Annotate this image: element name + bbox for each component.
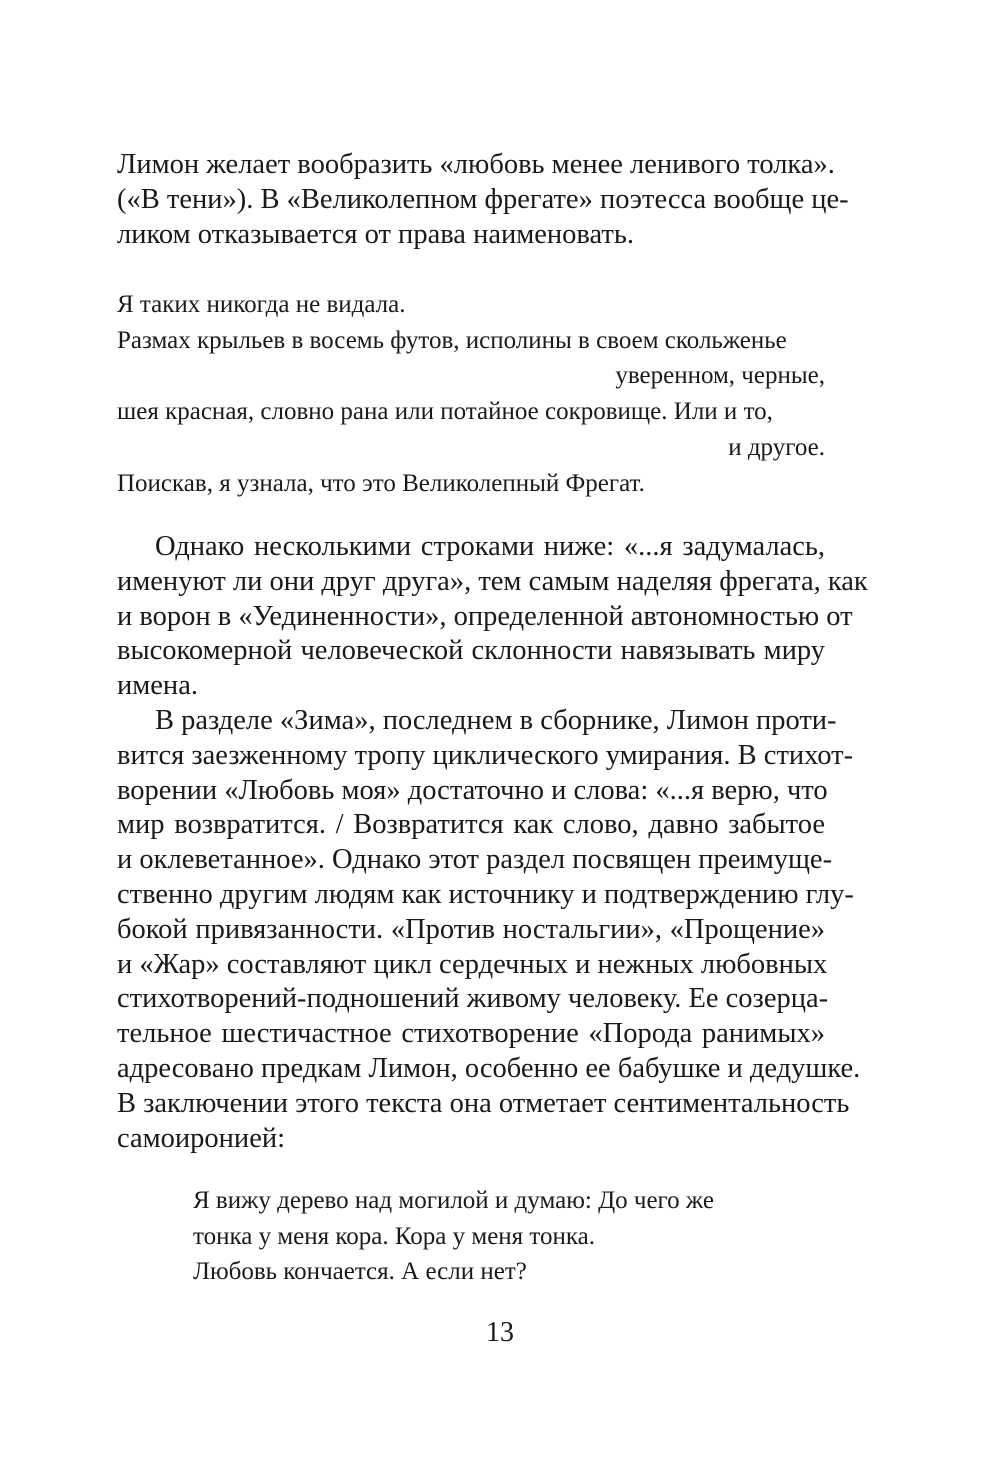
- verse-line: Поискав, я узнала, что это Великолепный Фрегат.: [117, 469, 645, 497]
- poem-quote-frigate: [117, 287, 825, 501]
- text-line: («В тени»). В «Великолепном фрегате» поэтесса вообще це-: [117, 183, 849, 215]
- text-line: бокой привязанности. «Против ностальгии», «Прощение»: [117, 913, 825, 945]
- text-line: ственно другим людям как источнику и подтверждению глу-: [117, 878, 854, 910]
- verse-line: и другое.: [728, 433, 825, 461]
- text-line: Лимон желает вообразить «любовь менее ленивого толка».: [117, 149, 835, 180]
- text-line: тельное шестичастное стихотворение «Порода ранимых»: [117, 1018, 825, 1050]
- text-line: Однако несколькими строками ниже: «...я задумалась,: [155, 531, 825, 562]
- paragraph-winter-section: [117, 704, 861, 1156]
- text-line: имена.: [117, 670, 198, 702]
- verse-line: тонка у меня кора. Кора у меня тонка.: [193, 1222, 596, 1250]
- poem-quote-tree: [193, 1183, 833, 1290]
- text-line: В заключении этого текста она отметает сентиментальность: [117, 1087, 850, 1119]
- page-number: 13: [486, 1317, 514, 1348]
- verse-line: уверенном, черные,: [615, 362, 825, 390]
- text-line: самоиронией:: [117, 1122, 286, 1154]
- text-line: именуют ли они друг друга», тем самым наделяя фрегата, как: [117, 565, 868, 597]
- verse-line: Любовь кончается. А если нет?: [193, 1258, 527, 1286]
- text-line: и ворон в «Уединенности», определенной автономностью от: [117, 600, 853, 632]
- text-line: В разделе «Зима», последнем в сборнике, Лимон проти-: [155, 705, 837, 736]
- text-line: мир возвратится. / Возвратится как слово, давно забытое: [117, 809, 825, 841]
- text-line: ворении «Любовь моя» достаточно и слова: «...я верю, что: [117, 774, 828, 806]
- text-line: адресовано предкам Лимон, особенно ее бабушке и дедушке.: [117, 1052, 861, 1084]
- verse-line: Я таких никогда не видала.: [117, 291, 406, 318]
- text-line: высокомерной человеческой склонности навязывать миру: [117, 635, 825, 667]
- paragraph-frigate-names: [117, 530, 868, 704]
- verse-line: Размах крыльев в восемь футов, исполины в своем скольженье: [117, 326, 787, 354]
- verse-line: Я вижу дерево над могилой и думаю: До чего же: [193, 1187, 714, 1214]
- text-line: и «Жар» составляют цикл сердечных и нежных любовных: [117, 948, 828, 980]
- text-line: стихотворений-подношений живому человеку. Ее созерца-: [117, 983, 829, 1015]
- text-line: вится заезженному тропу циклического умирания. В стихот-: [117, 739, 854, 771]
- text-line: ликом отказывается от права наименовать.: [117, 218, 634, 250]
- verse-line: шея красная, словно рана или потайное сокровище. Или и то,: [117, 398, 773, 426]
- intro-paragraph: [117, 148, 849, 252]
- text-line: и оклеветанное». Однако этот раздел посвящен преимуще-: [117, 844, 833, 876]
